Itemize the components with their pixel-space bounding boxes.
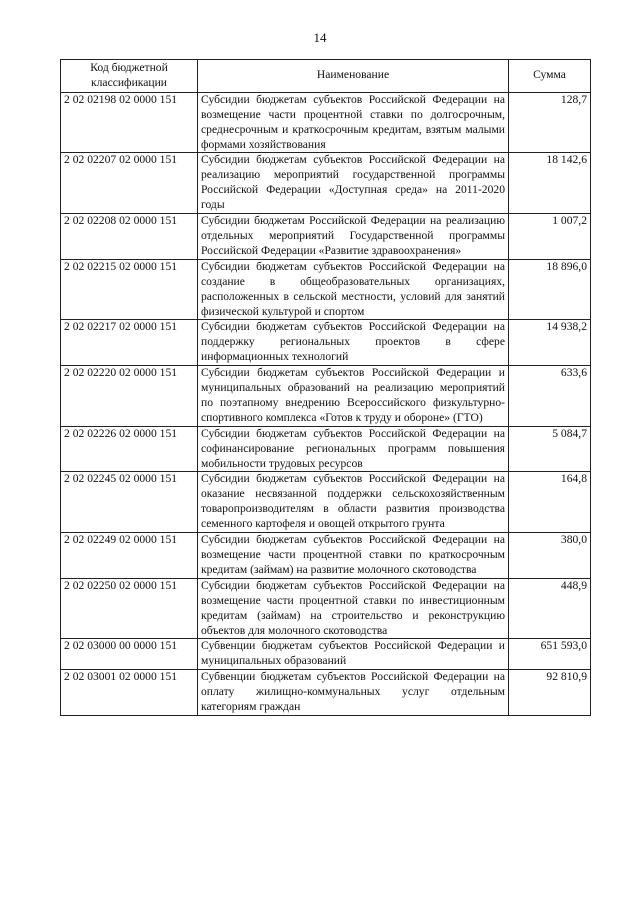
- row-sum: 18 896,0: [509, 259, 591, 320]
- row-name: Субвенции бюджетам субъектов Российской Федерации и муниципальных образований: [198, 639, 509, 670]
- table-row: [61, 472, 591, 533]
- table-row: [61, 214, 591, 260]
- row-code: 2 02 02226 02 0000 151: [61, 426, 198, 472]
- row-name: Субсидии бюджетам субъектов Российской Федерации на поддержку региональных проектов в сфере информационных технологий: [198, 320, 509, 366]
- row-name: Субсидии бюджетам субъектов Российской Федерации на возмещение части процентной ставки по инвестиционным кредитам (займам) на строительство и реконструкцию объектов для молочного скотоводства: [198, 578, 509, 639]
- row-code: 2 02 02198 02 0000 151: [61, 92, 198, 153]
- row-name: Субсидии бюджетам субъектов Российской Федерации на возмещение части процентной ставки по краткосрочным кредитам (займам) на развитие молочного скотоводства: [198, 533, 509, 579]
- row-code: 2 02 02220 02 0000 151: [61, 366, 198, 427]
- table-row: [61, 533, 591, 579]
- table-row: [61, 259, 591, 320]
- row-sum: 633,6: [509, 366, 591, 427]
- table-row: [61, 153, 591, 214]
- row-sum: 1 007,2: [509, 214, 591, 260]
- table-row: [61, 639, 591, 670]
- row-name: Субвенции бюджетам субъектов Российской Федерации на оплату жилищно-коммунальных услуг отдельным категориям граждан: [198, 670, 509, 716]
- budget-table: [60, 59, 591, 716]
- row-name: Субсидии бюджетам субъектов Российской Федерации на реализацию мероприятий государственной программы Российской Федерации «Доступная среда» на 2011-2020 годы: [198, 153, 509, 214]
- row-name: Субсидии бюджетам субъектов Российской Федерации и муниципальных образований на реализацию мероприятий по поэтапному внедрению Всероссийского физкультурно-спортивного комплекса «Готов к труду и обороне» (ГТО): [198, 366, 509, 427]
- row-name: Субсидии бюджетам субъектов Российской Федерации на софинансирование региональных программ повышения мобильности трудовых ресурсов: [198, 426, 509, 472]
- row-code: 2 02 02245 02 0000 151: [61, 472, 198, 533]
- row-sum: 448,9: [509, 578, 591, 639]
- table-header-row: [61, 60, 591, 93]
- row-code: 2 02 03001 02 0000 151: [61, 670, 198, 716]
- header-code: Код бюджетной классификации: [61, 60, 198, 93]
- row-sum: 5 084,7: [509, 426, 591, 472]
- page-number: 14: [313, 30, 327, 45]
- table-row: [61, 92, 591, 153]
- row-code: 2 02 02215 02 0000 151: [61, 259, 198, 320]
- row-sum: 128,7: [509, 92, 591, 153]
- table-row: [61, 670, 591, 716]
- row-sum: 92 810,9: [509, 670, 591, 716]
- row-code: 2 02 02249 02 0000 151: [61, 533, 198, 579]
- row-sum: 651 593,0: [509, 639, 591, 670]
- row-code: 2 02 02207 02 0000 151: [61, 153, 198, 214]
- row-sum: 18 142,6: [509, 153, 591, 214]
- row-name: Субсидии бюджетам Российской Федерации на реализацию отдельных мероприятий Государственной программы Российской Федерации «Развитие здравоохранения»: [198, 214, 509, 260]
- row-name: Субсидии бюджетам субъектов Российской Федерации на возмещение части процентной ставки по долгосрочным, среднесрочным и краткосрочным кредитам, взятым малыми формами хозяйствования: [198, 92, 509, 153]
- table-row: [61, 578, 591, 639]
- row-sum: 380,0: [509, 533, 591, 579]
- row-name: Субсидии бюджетам субъектов Российской Федерации на оказание несвязанной поддержки сельскохозяйственным товаропроизводителям в области развития производства семенного картофеля и овощей открытого грунта: [198, 472, 509, 533]
- header-sum: Сумма: [509, 60, 591, 93]
- row-sum: 14 938,2: [509, 320, 591, 366]
- header-name: Наименование: [198, 60, 509, 93]
- row-code: 2 02 02217 02 0000 151: [61, 320, 198, 366]
- table-row: [61, 426, 591, 472]
- row-code: 2 02 02250 02 0000 151: [61, 578, 198, 639]
- row-sum: 164,8: [509, 472, 591, 533]
- table-row: [61, 366, 591, 427]
- row-code: 2 02 03000 00 0000 151: [61, 639, 198, 670]
- row-name: Субсидии бюджетам субъектов Российской Федерации на создание в общеобразовательных организациях, расположенных в сельской местности, условий для занятий физической культурой и спортом: [198, 259, 509, 320]
- table-row: [61, 320, 591, 366]
- row-code: 2 02 02208 02 0000 151: [61, 214, 198, 260]
